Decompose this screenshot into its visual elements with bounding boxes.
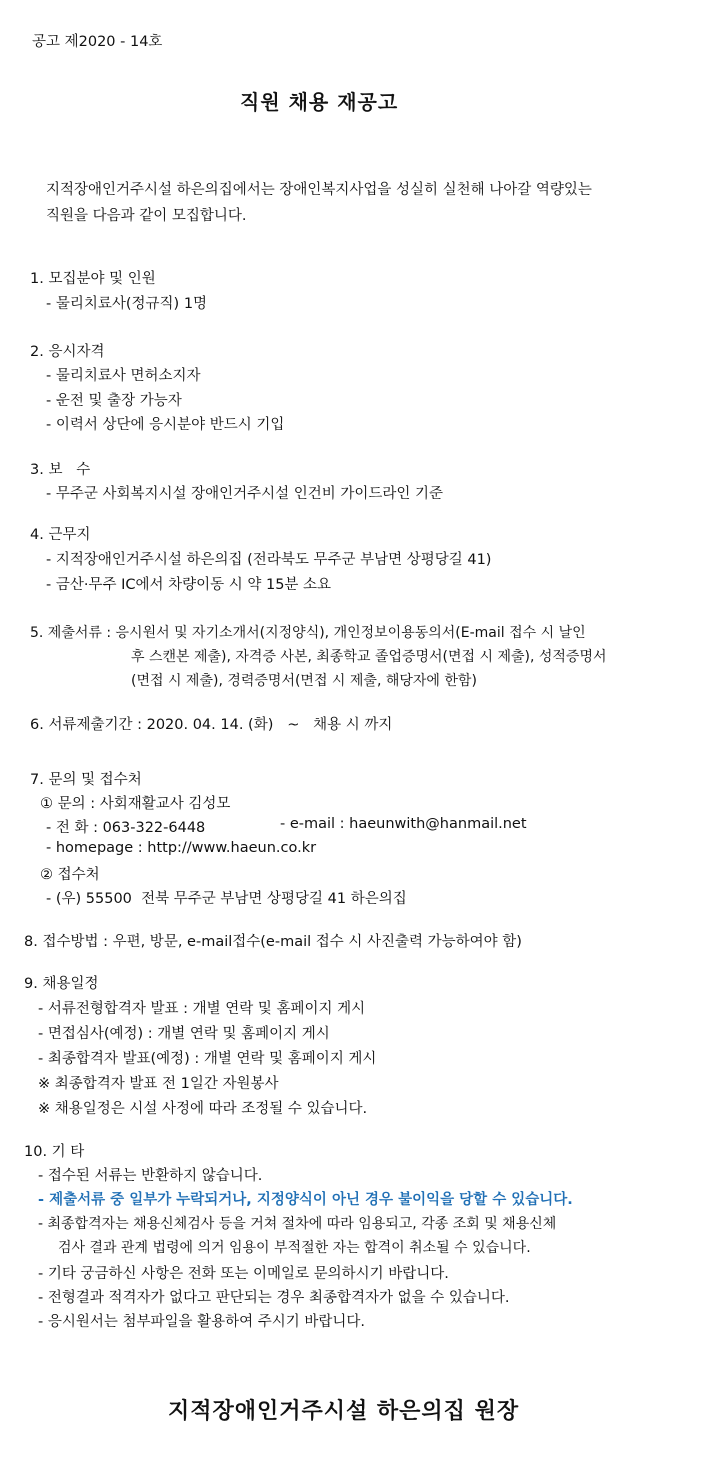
section-10-item: - 접수된 서류는 반환하지 않습니다.	[38, 1168, 263, 1184]
section-8-line: 8. 접수방법 : 우편, 방문, e-mail접수(e-mail 접수 시 사진출력 가능하여야 함)	[24, 934, 522, 950]
intro-line-1: 지적장애인거주시설 하은의집에서는 장애인복지사업을 성실히 실천해 나아갈 역량있는	[46, 182, 592, 198]
section-3-item: - 무주군 사회복지시설 장애인거주시설 인건비 가이드라인 기준	[46, 486, 444, 502]
section-10-highlight-item: - 제출서류 중 일부가 누락되거나, 지정양식이 아닌 경우 불이익을 당할 수 있습니다.	[38, 1192, 573, 1208]
section-4-item: - 지적장애인거주시설 하은의집 (전라북도 무주군 부남면 상평당길 41)	[46, 552, 492, 568]
section-9-item: - 면접심사(예정) : 개별 연락 및 홈페이지 게시	[38, 1026, 330, 1042]
section-9-item: - 서류전형합격자 발표 : 개별 연락 및 홈페이지 게시	[38, 1001, 366, 1017]
section-5-line-2: 후 스캔본 제출), 자격증 사본, 최종학교 졸업증명서(면접 시 제출), 성적증명서	[131, 649, 607, 665]
phone-line: - 전 화 : 063-322-6448	[46, 820, 206, 836]
section-2-item: - 이력서 상단에 응시분야 반드시 기입	[46, 417, 285, 433]
homepage-line: - homepage : http://www.haeun.co.kr	[46, 840, 317, 856]
section-2-heading: 2. 응시자격	[30, 344, 105, 360]
section-10-item: - 응시원서는 첨부파일을 활용하여 주시기 바랍니다.	[38, 1314, 366, 1330]
section-9-note: ※ 채용일정은 시설 사정에 따라 조정될 수 있습니다.	[38, 1101, 368, 1117]
section-7-heading: 7. 문의 및 접수처	[30, 772, 142, 788]
page-title: 직원 채용 재공고	[240, 90, 399, 114]
section-4-heading: 4. 근무지	[30, 527, 91, 543]
receipt-label: ② 접수처	[40, 867, 100, 883]
notice-number: 공고 제2020 - 14호	[32, 34, 163, 50]
address-line: - (우) 55500 전북 무주군 부남면 상평당길 41 하은의집	[46, 891, 407, 907]
section-10-item-continued: 검사 결과 관계 법령에 의거 임용이 부적절한 자는 합격이 취소될 수 있습니다.	[58, 1240, 531, 1256]
section-6-line: 6. 서류제출기간 : 2020. 04. 14. (화) ~ 채용 시 까지	[30, 717, 393, 733]
section-5-line-3: (면접 시 제출), 경력증명서(면접 시 제출, 해당자에 한함)	[131, 673, 477, 689]
section-5-line-1: 5. 제출서류 : 응시원서 및 자기소개서(지정양식), 개인정보이용동의서(E-mail 접수 시 날인	[30, 625, 586, 641]
section-9-heading: 9. 채용일정	[24, 976, 99, 992]
section-4-item: - 금산·무주 IC에서 차량이동 시 약 15분 소요	[46, 577, 332, 593]
section-9-note: ※ 최종합격자 발표 전 1일간 자원봉사	[38, 1076, 279, 1092]
section-9-item: - 최종합격자 발표(예정) : 개별 연락 및 홈페이지 게시	[38, 1051, 377, 1067]
section-10-heading: 10. 기 타	[24, 1144, 85, 1160]
section-10-item: - 최종합격자는 채용신체검사 등을 거쳐 절차에 따라 임용되고, 각종 조회 및 채용신체	[38, 1216, 557, 1232]
footer-signature: 지적장애인거주시설 하은의집 원장	[168, 1399, 520, 1424]
intro-line-2: 직원을 다음과 같이 모집합니다.	[46, 208, 247, 224]
email-line: - e-mail : haeunwith@hanmail.net	[280, 816, 527, 832]
section-2-item: - 운전 및 출장 가능자	[46, 393, 182, 409]
section-10-item: - 전형결과 적격자가 없다고 판단되는 경우 최종합격자가 없을 수 있습니다.	[38, 1290, 510, 1306]
section-1-heading: 1. 모집분야 및 인원	[30, 271, 156, 287]
section-2-item: - 물리치료사 면허소지자	[46, 368, 201, 384]
section-10-item: - 기타 궁금하신 사항은 전화 또는 이메일로 문의하시기 바랍니다.	[38, 1266, 449, 1282]
section-3-heading: 3. 보 수	[30, 462, 91, 478]
inquiry-label: ① 문의 : 사회재활교사 김성모	[40, 796, 231, 812]
section-1-item: - 물리치료사(정규직) 1명	[46, 296, 208, 312]
